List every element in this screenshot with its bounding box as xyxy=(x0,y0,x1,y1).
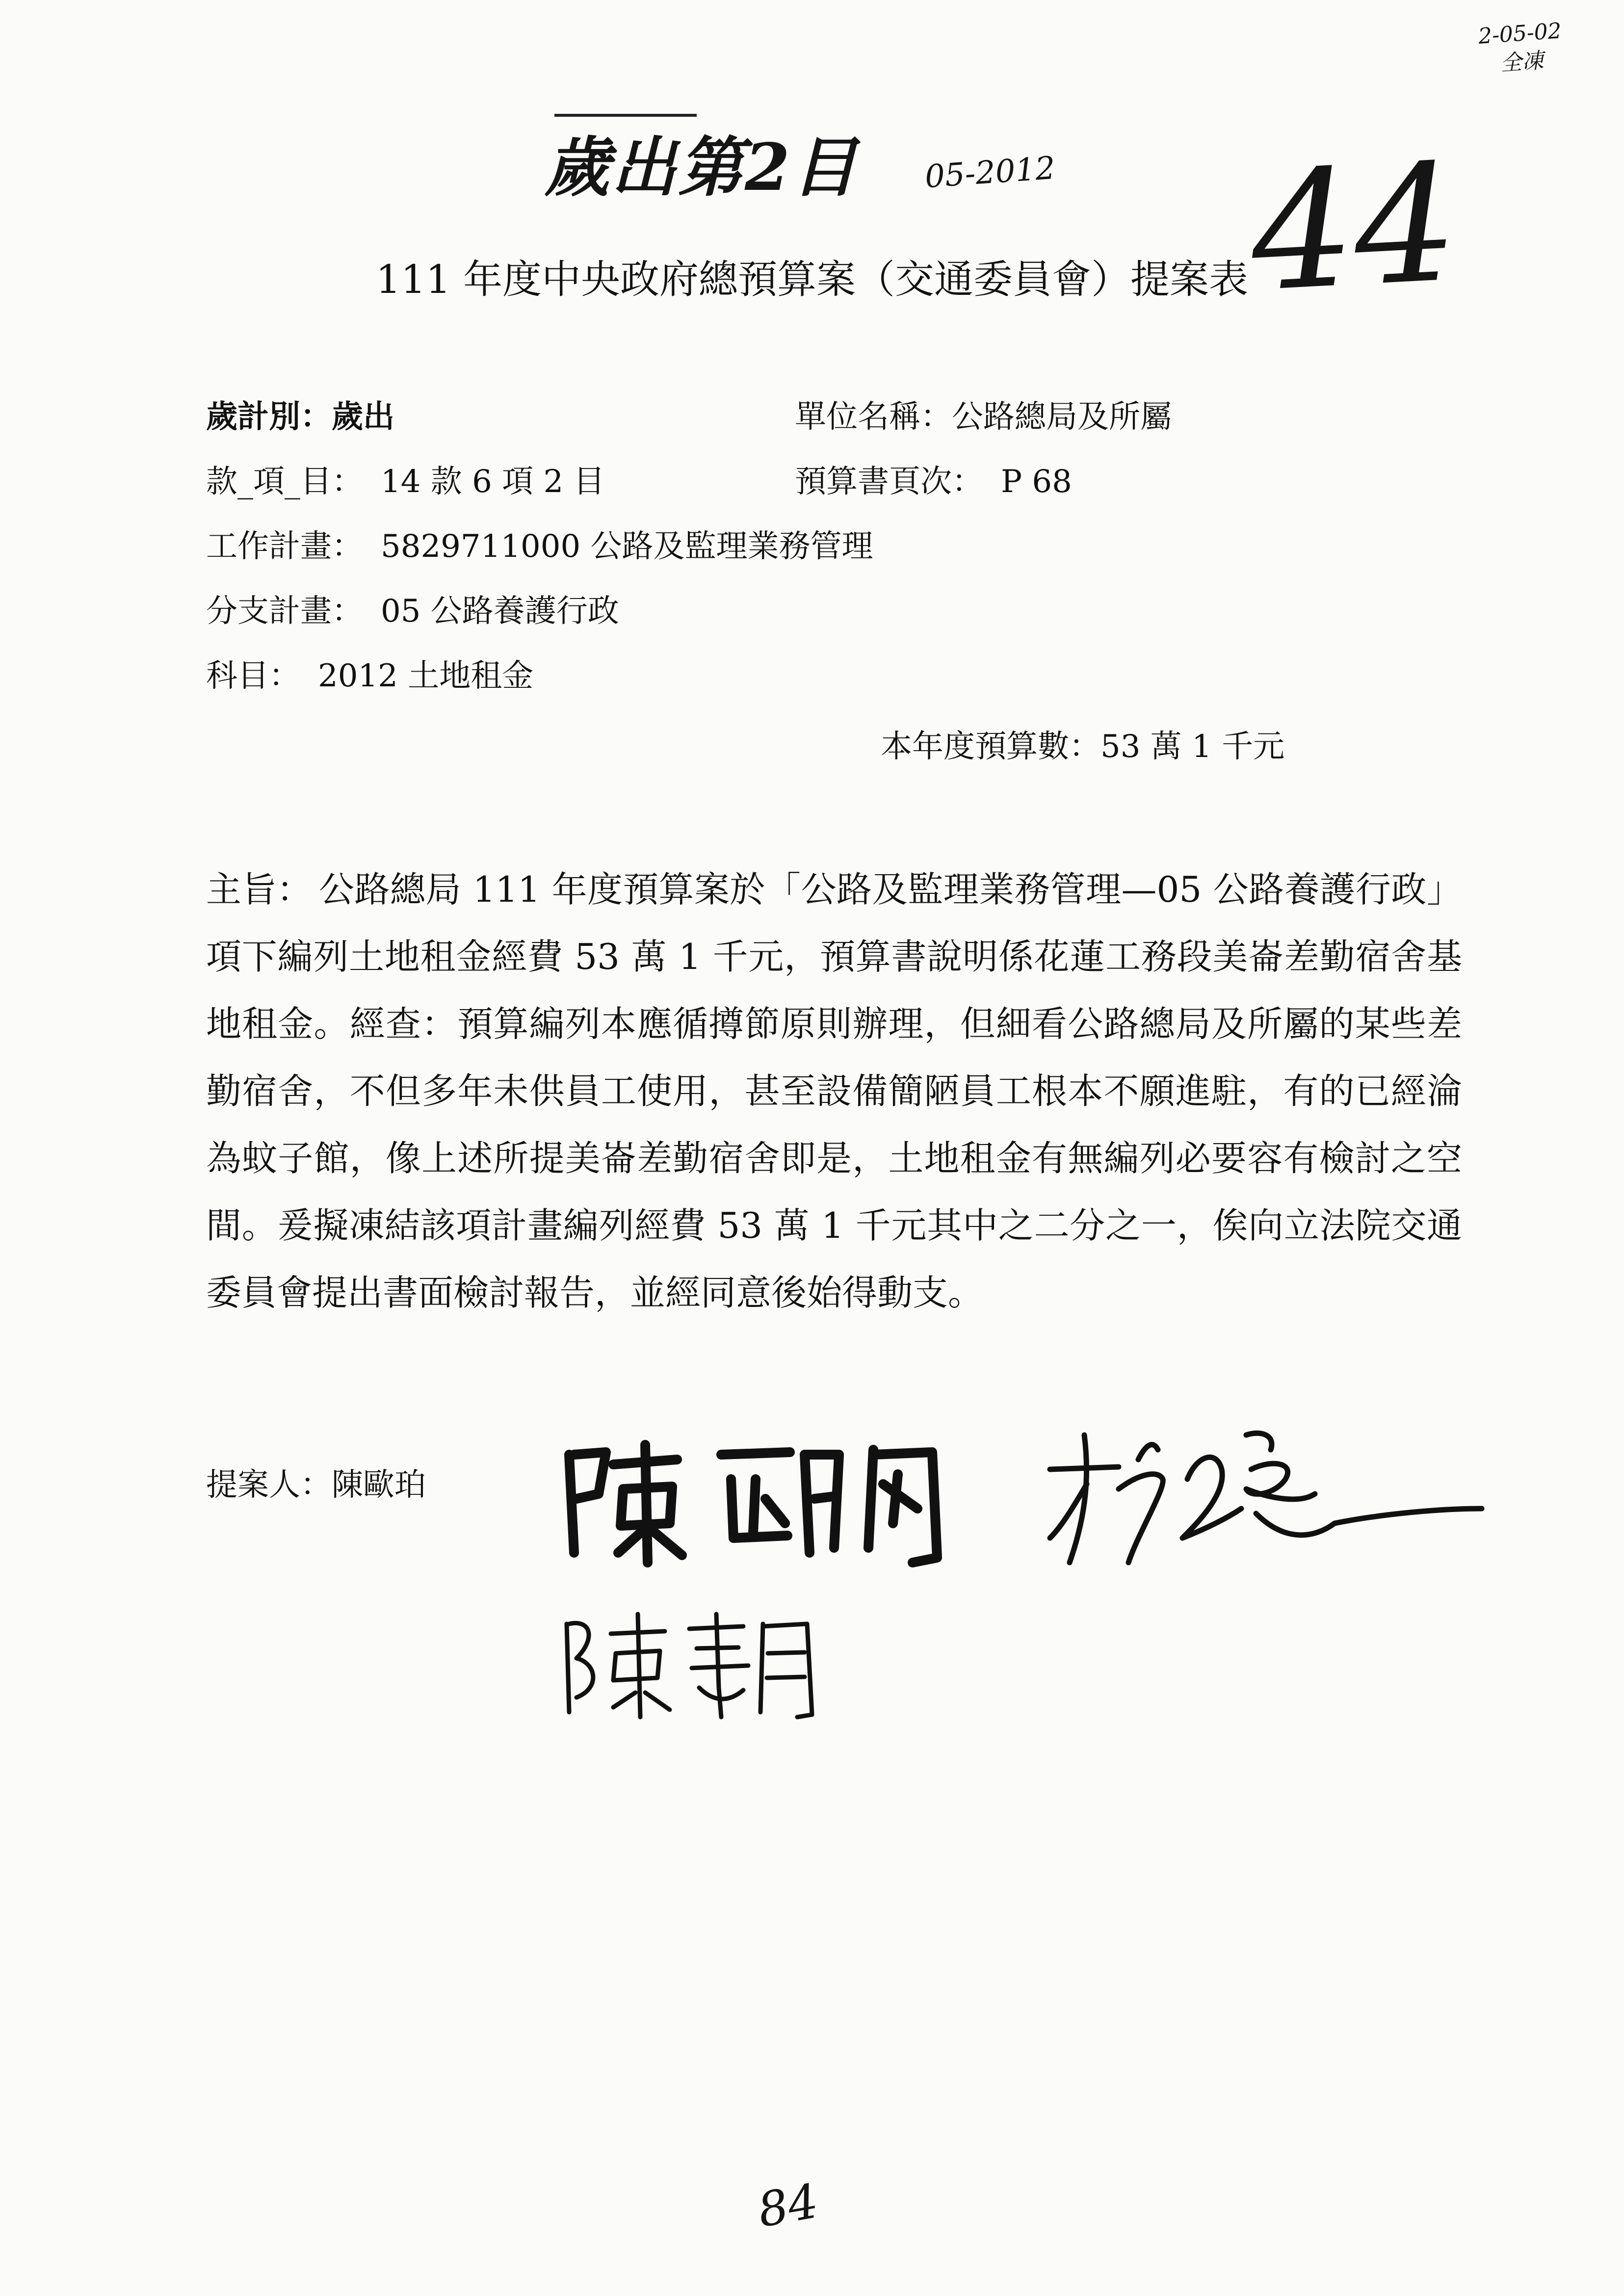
field-subject-item-value: 2012 土地租金 xyxy=(318,658,534,694)
field-section xyxy=(206,461,605,502)
field-section-label: 款_項_目： xyxy=(206,464,363,500)
budget-item-code: 05-2012 xyxy=(923,150,1057,196)
field-sub-plan xyxy=(206,591,619,632)
proposer-label: 提案人： xyxy=(206,1467,332,1503)
field-sub-plan-label: 分支計畫： xyxy=(206,593,363,629)
proposer xyxy=(206,1460,426,1505)
field-work-plan-label: 工作計畫： xyxy=(206,528,363,565)
field-page xyxy=(795,461,1072,502)
field-unit-value: 公路總局及所屬 xyxy=(952,399,1172,435)
field-work-plan xyxy=(206,526,873,567)
signature-3 xyxy=(557,1604,832,1722)
corner-handwritten-note: 2-05-02 全凍 xyxy=(1477,18,1563,76)
field-category-label: 歲計別： xyxy=(206,398,332,435)
page-mark: 84 xyxy=(754,2173,822,2238)
budget-item-stamp: 歲出第2目 xyxy=(545,130,859,206)
field-subject-item xyxy=(206,655,533,697)
field-work-plan-value: 5829711000 公路及監理業務管理 xyxy=(381,528,873,565)
field-unit-label: 單位名稱： xyxy=(795,399,952,435)
field-category xyxy=(206,396,394,438)
proposal-number: 44 xyxy=(1246,129,1462,328)
signature-1 xyxy=(559,1425,991,1572)
document-title: 111 年度中央政府總預算案（交通委員會）提案表 xyxy=(375,257,1249,302)
field-subject-item-label: 科目： xyxy=(206,658,300,694)
field-category-value: 歲出 xyxy=(332,398,394,435)
field-page-value: P 68 xyxy=(1001,464,1072,500)
subject-label: 主旨： xyxy=(206,869,313,910)
budget-amount xyxy=(881,721,1284,766)
field-section-value: 14 款 6 項 2 目 xyxy=(381,464,605,500)
proposer-name: 陳歐珀 xyxy=(332,1467,426,1503)
field-page-label: 預算書頁次： xyxy=(795,464,983,500)
budget-amount-value: 53 萬 1 千元 xyxy=(1100,729,1285,765)
field-unit xyxy=(795,396,1172,438)
subject-body: 公路總局 111 年度預算案於「公路及監理業務管理—05 公路養護行政」項下編列土地租金經費 53 萬 1 千元，預算書說明係花蓮工務段美崙差勤宿舍基地租金。經查：預算編列本應循撙節原則辦理，但細看公路總局及所屬的某些差勤宿舍，不但多年未供員工使用，甚至設備簡陋員工根本不願進駐，有的已經淪為蚊子館，像上述所提美崙差勤宿舍即是，土地租金有無編列必要容有檢討之空間。爰擬凍結該項計畫編列經費 53 萬 1 千元其中之二分之一，俟向立法院交通委員會提出書面檢討報告，並經同意後始得動支。 xyxy=(206,869,1462,1313)
field-sub-plan-value: 05 公路養護行政 xyxy=(381,593,619,629)
budget-amount-label: 本年度預算數： xyxy=(881,729,1100,765)
signature-2 xyxy=(1040,1415,1492,1572)
